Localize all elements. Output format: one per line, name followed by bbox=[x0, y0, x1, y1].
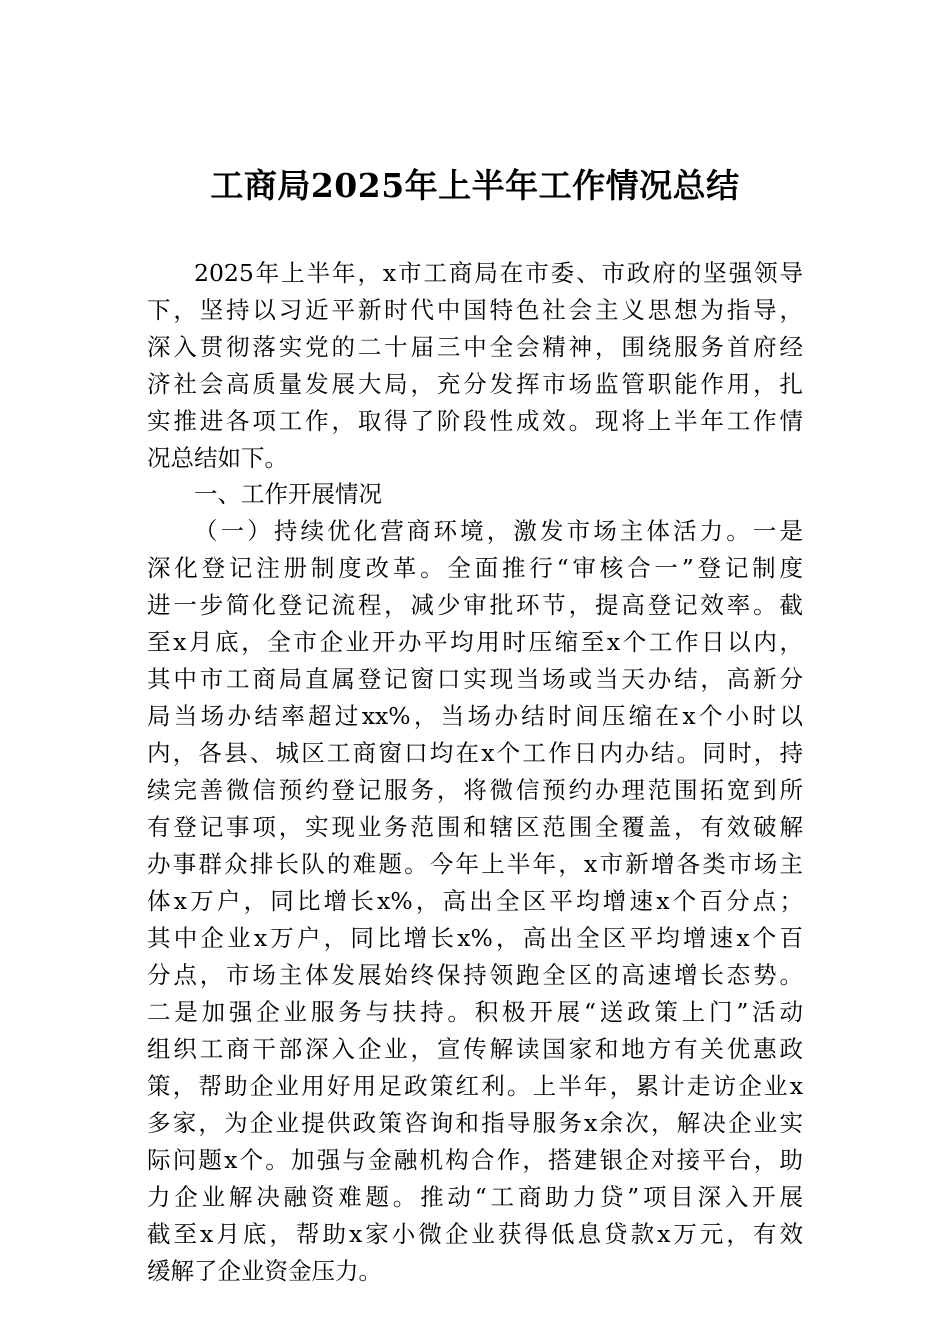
body-line: 分点，市场主体发展始终保持领跑全区的高速增长态势。 bbox=[147, 961, 803, 989]
document-title: 工商局2025年上半年工作情况总结 bbox=[210, 166, 740, 205]
body-line: 缓解了企业资金压力。 bbox=[147, 1257, 382, 1285]
body-line: 组织工商干部深入企业，宣传解读国家和地方有关优惠政 bbox=[147, 1035, 803, 1063]
body-line: 续完善微信预约登记服务，将微信预约办理范围拓宽到所 bbox=[147, 776, 803, 804]
body-line: 深化登记注册制度改革。全面推行“审核合一”登记制度 bbox=[147, 554, 803, 582]
body-line: 进一步简化登记流程，减少审批环节，提高登记效率。截 bbox=[147, 591, 803, 619]
body-line: 内，各县、城区工商窗口均在x个工作日内办结。同时，持 bbox=[147, 739, 803, 767]
body-line: 二是加强企业服务与扶持。积极开展“送政策上门”活动 bbox=[147, 998, 803, 1026]
body-line: 际问题x个。加强与金融机构合作，搭建银企对接平台，助 bbox=[147, 1146, 803, 1174]
intro-line: 况总结如下。 bbox=[147, 444, 288, 472]
body-line: 有登记事项，实现业务范围和辖区范围全覆盖，有效破解 bbox=[147, 813, 803, 841]
intro-line: 2025年上半年，x市工商局在市委、市政府的坚强领导 bbox=[194, 259, 803, 287]
intro-line: 下，坚持以习近平新时代中国特色社会主义思想为指导， bbox=[147, 296, 803, 324]
intro-line: 实推进各项工作，取得了阶段性成效。现将上半年工作情 bbox=[147, 407, 803, 435]
body-line: 办事群众排长队的难题。今年上半年，x市新增各类市场主 bbox=[147, 850, 803, 878]
section-heading: 一、工作开展情况 bbox=[194, 480, 382, 508]
body-line: 至x月底，全市企业开办平均用时压缩至x个工作日以内， bbox=[147, 628, 803, 656]
intro-line: 济社会高质量发展大局，充分发挥市场监管职能作用，扎 bbox=[147, 370, 803, 398]
body-line: 多家，为企业提供政策咨询和指导服务x余次，解决企业实 bbox=[147, 1109, 803, 1137]
body-line: 其中企业x万户，同比增长x%，高出全区平均增速x个百 bbox=[147, 924, 803, 952]
body-line: 力企业解决融资难题。推动“工商助力贷”项目深入开展 bbox=[147, 1183, 803, 1211]
body-line: 策，帮助企业用好用足政策红利。上半年，累计走访企业x bbox=[147, 1072, 803, 1100]
body-line: 局当场办结率超过xx%，当场办结时间压缩在x个小时以 bbox=[147, 702, 803, 730]
intro-line: 深入贯彻落实党的二十届三中全会精神，围绕服务首府经 bbox=[147, 333, 803, 361]
body-line: 其中市工商局直属登记窗口实现当场或当天办结，高新分 bbox=[147, 665, 803, 693]
body-line: （一）持续优化营商环境，激发市场主体活力。一是 bbox=[194, 517, 803, 545]
body-line: 截至x月底，帮助x家小微企业获得低息贷款x万元，有效 bbox=[147, 1220, 803, 1248]
body-line: 体x万户，同比增长x%，高出全区平均增速x个百分点； bbox=[147, 887, 803, 915]
